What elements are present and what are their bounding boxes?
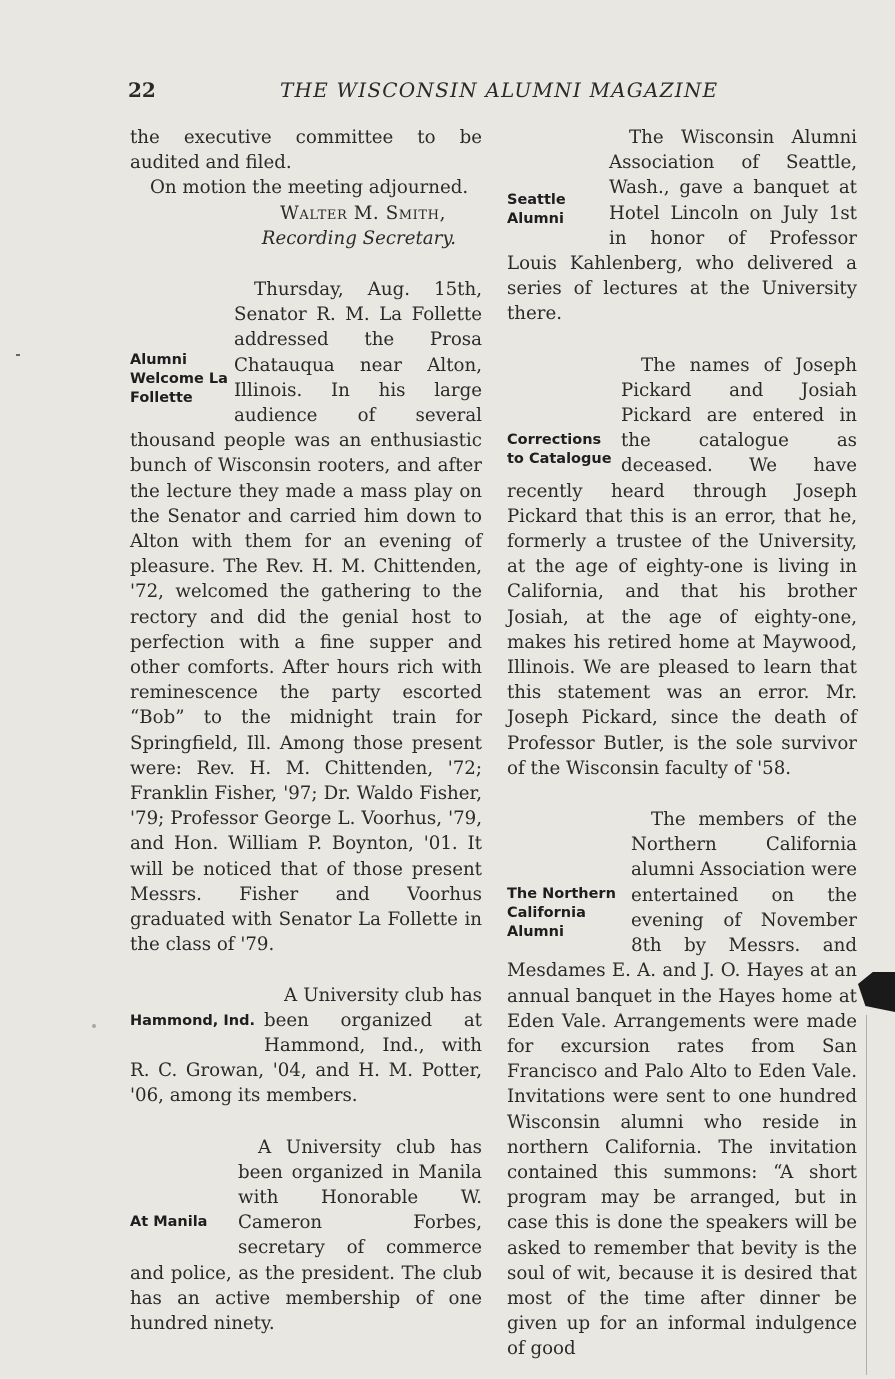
article-northern-california	[507, 807, 857, 1361]
article-la-follette-text: Thursday, Aug. 15th, Senator R. M. La Follette addressed the Prosa Chatauqua near Alton, Illinois. In his large audience of several thousand people was an enthusiastic bunch of Wisconsin rooters, and after the lecture they made a mass play on the Senator and carried him down to Alton with them for an evening of pleasure. The Rev. H. M. Chittenden, '72, welcomed the gathering to the rectory and did the genial host to perfection with a fine supper and other comforts. After hours rich with reminescence the party escorted “Bob” to the midnight train for Springfield, Ill. Among those present were: Rev. H. M. Chittenden, '72; Franklin Fisher, '97; Dr. Waldo Fisher, '79; Professor George L. Voorhus, '79, and Hon. William P. Boynton, '01. It will be noticed that of those present Messrs. Fisher and Voorhus graduated with Senator La Follette in the class of '79.	[130, 279, 482, 956]
magazine-title: THE WISCONSIN ALUMNI MAGAZINE	[280, 78, 719, 102]
speck-mark	[92, 1024, 96, 1028]
article-corrections	[507, 353, 857, 781]
side-label-seattle: Seattle Alumni	[507, 192, 566, 227]
right-column	[507, 125, 857, 1362]
left-column	[130, 125, 482, 1336]
torn-edge-mark	[858, 972, 895, 1012]
signature-name: Walter M. Smith,	[280, 202, 446, 224]
side-label-corrections: Corrections to Catalogue	[507, 431, 612, 467]
side-label-northern-california: The Northern California Alumni	[507, 886, 616, 941]
side-label-la-follette: Alumni Welcome La Follette	[130, 352, 228, 407]
article-hammond-text: A University club has been organized at Hammond, Ind., with R. C. Growan, '04, and H. M. Potter, '06, among its members.	[130, 984, 482, 1107]
page-edge-line	[866, 1015, 867, 1375]
article-manila	[130, 1135, 482, 1337]
article-seattle-text: The Wisconsin Alumni Association of Seattle, Wash., gave a banquet at Hotel Lincoln on July 1st in honor of Professor Louis Kahlenberg, who delivered a series of lectures at the University there.	[507, 127, 857, 325]
signature-role: Recording Secretary.	[261, 227, 456, 249]
side-label-manila: At Manila	[130, 1213, 208, 1230]
article-manila-text: A University club has been organized in Manila with Honorable W. Cameron Forbes, secretary of commerce and police, as the president. The club has an active membership of one hundred ninety.	[130, 1136, 482, 1334]
side-label-hammond: Hammond, Ind.	[130, 1012, 255, 1029]
margin-mark	[16, 354, 20, 356]
paragraph-adjourned: On motion the meeting adjourned.	[150, 177, 469, 199]
article-la-follette	[130, 277, 482, 957]
article-hammond	[130, 983, 482, 1109]
article-northern-california-text: The members of the Northern California alumni Association were entertained on the evening of November 8th by Messrs. and Mesdames E. A. and J. O. Hayes at an annual banquet in the Hayes home at Eden Vale. Arrangements were made for excursion rates from San Francisco and Palo Alto to Eden Vale. Invitations were sent to one hundred Wisconsin alumni who reside in northern California. The invitation contained this summons: “A short program may be arranged, but in case this is done the speakers will be asked to remember that bevity is the soul of wit, because it is desired that most of the time after dinner be given up for an informal indulgence of good	[507, 809, 857, 1360]
article-corrections-text: The names of Joseph Pickard and Josiah Pickard are entered in the catalogue as deceased. We have recently heard through Joseph Pickard that this is an error, that he, formerly a trustee of the University, at the age of eighty-one is living in California, and that his brother Josiah, at the age of eighty-one, makes his retired home at Maywood, Illinois. We are pleased to learn that this statement was an error. Mr. Joseph Pickard, since the death of Professor Butler, is the sole survivor of the Wisconsin faculty of '58.	[507, 354, 857, 779]
paragraph-audit: the executive committee to be audited and filed.	[130, 127, 482, 174]
page-number: 22	[128, 78, 156, 102]
page-header	[0, 78, 895, 108]
article-seattle	[507, 125, 857, 327]
